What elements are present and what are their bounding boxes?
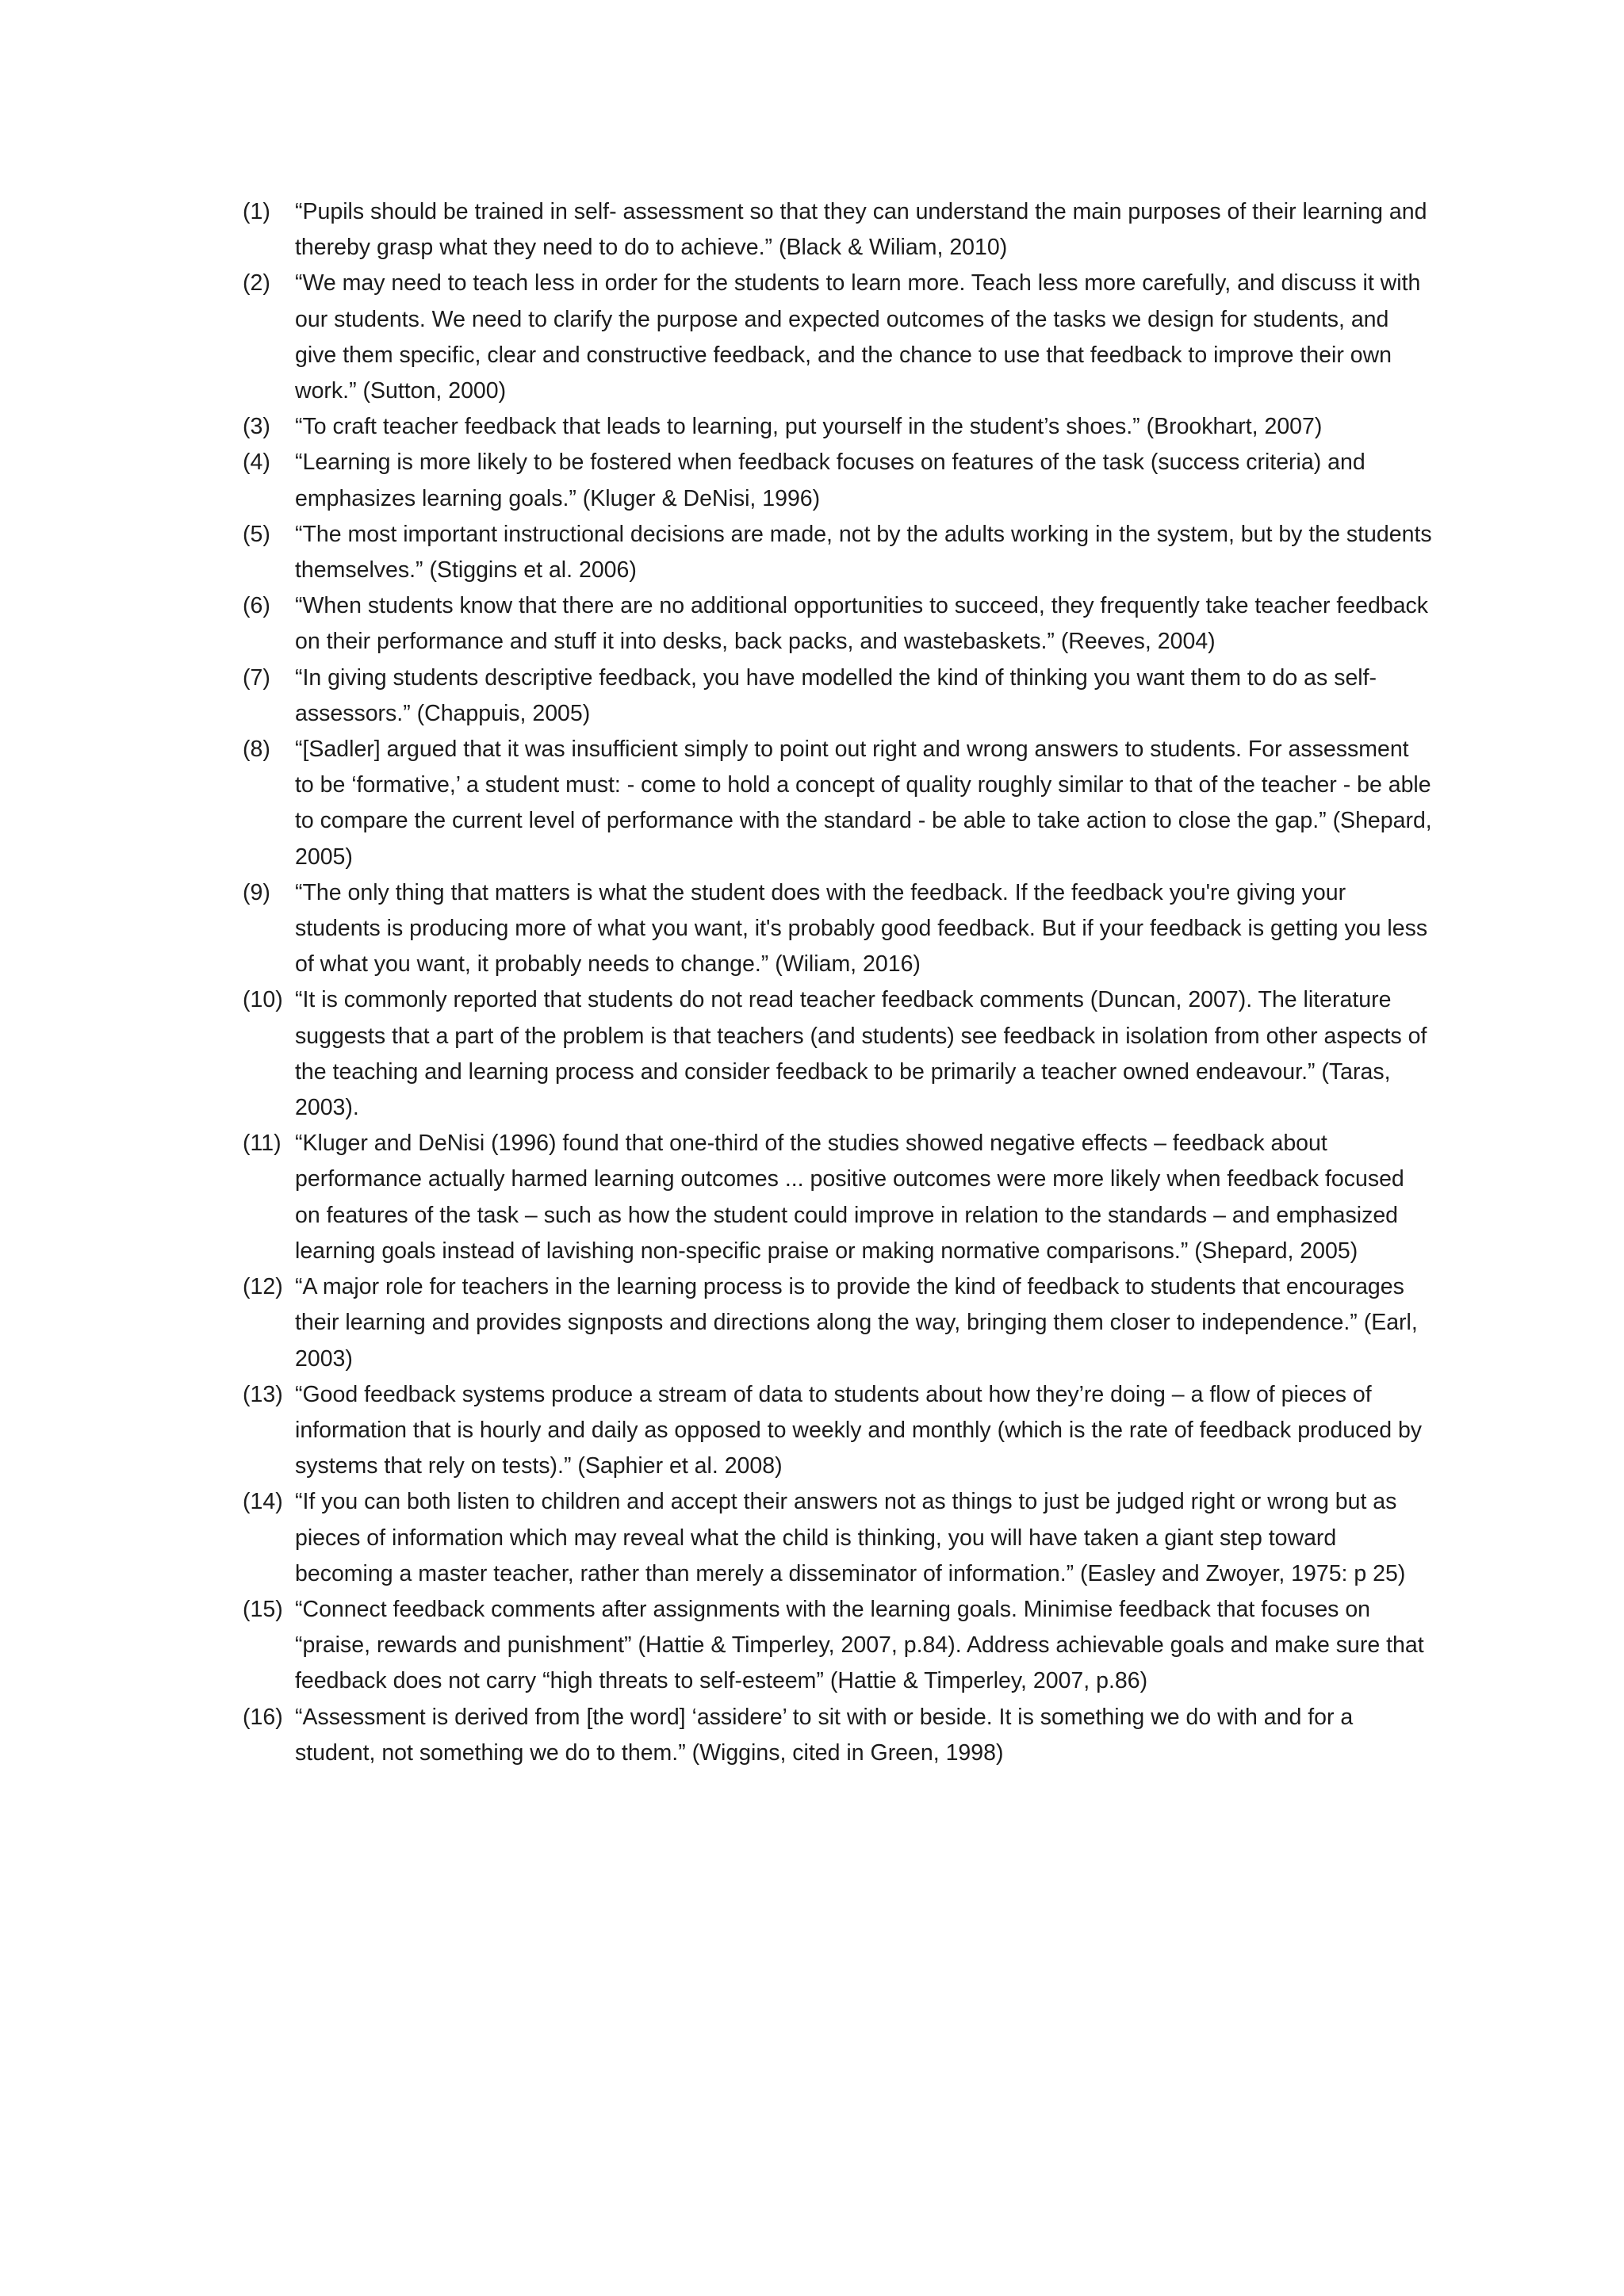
quote-text: “The only thing that matters is what the student does with the feedback. If the feedback you're giving your students is producing more of what you want, it's probably good feedback. But if your feedback is getting you less of what you want, it probably needs to change.” (Wiliam, 2016) [295, 879, 1428, 978]
quote-number: (2) [243, 270, 270, 297]
quote-text: “The most important instructional decisions are made, not by the adults working in the system, but by the students themselves.” (Stiggins et al. 2006) [295, 521, 1432, 584]
quote-number: (10) [243, 987, 283, 1013]
quote-number: (14) [243, 1489, 283, 1515]
quote-text: “Pupils should be trained in self- assessment so that they can understand the main purposes of their learning and thereby grasp what they need to do to achieve.” (Black & Wiliam, 2010) [295, 199, 1427, 261]
quote-item-2 [243, 266, 1432, 409]
quote-text: “Good feedback systems produce a stream of data to students about how they’re doing – a flow of pieces of information that is hourly and daily as opposed to weekly and monthly (which is the rate of feedback produced by systems that rely on tests).” (Saphier et al. 2008) [295, 1381, 1423, 1479]
quote-text: “[Sadler] argued that it was insufficient simply to point out right and wrong answers to students. For assessment to be ‘formative,’ a student must: - come to hold a concept of quality roughly similar to that of the teacher - be able to compare the current level of performance with the standard - be able to take action to close the gap.” (Shepard, 2005) [295, 737, 1432, 870]
quote-item-9 [243, 875, 1432, 983]
quote-number: (11) [243, 1131, 282, 1157]
quote-item-4 [243, 445, 1432, 516]
quote-item-3 [243, 409, 1432, 445]
quote-item-7 [243, 660, 1432, 732]
quote-number: (8) [243, 737, 270, 763]
quote-number: (13) [243, 1381, 283, 1407]
quote-number: (3) [243, 414, 270, 440]
quote-item-10 [243, 982, 1432, 1126]
quote-item-6 [243, 588, 1432, 660]
quote-number: (4) [243, 450, 270, 476]
quote-text: “Kluger and DeNisi (1996) found that one-third of the studies showed negative effects – feedback about performance actually harmed learning outcomes ... positive outcomes were more likely when feedback focused on features of the task – such as how the student could improve in relation to the standards – and emphasized learning goals instead of lavishing non-specific praise or making normative comparisons.” (Shepard, 2005) [295, 1131, 1404, 1264]
quote-number: (9) [243, 879, 270, 905]
quote-text: “It is commonly reported that students do not read teacher feedback comments (Duncan, 2007). The literature suggests that a part of the problem is that teachers (and students) see feedback in isolation from other aspects of the teaching and learning process and consider feedback to be primarily a teacher owned endeavour.” (Taras, 2003). [295, 987, 1427, 1121]
quote-item-1 [243, 194, 1432, 266]
quote-number: (7) [243, 664, 270, 691]
quote-text: “Connect feedback comments after assignments with the learning goals. Minimise feedback that focuses on “praise, rewards and punishment” (Hattie & Timperley, 2007, p.84). Address achievable goals and make sure that feedback does not carry “high threats to self-esteem” (Hattie & Timperley, 2007, p.86) [295, 1596, 1424, 1694]
quote-item-5 [243, 517, 1432, 588]
quote-text: “To craft teacher feedback that leads to learning, put yourself in the student’s shoes.” (Brookhart, 2007) [295, 414, 1323, 440]
quote-number: (15) [243, 1596, 283, 1622]
quote-text: “In giving students descriptive feedback, you have modelled the kind of thinking you want them to do as self-assessors.” (Chappuis, 2005) [295, 664, 1377, 726]
quote-number: (6) [243, 593, 270, 619]
quote-number: (12) [243, 1274, 283, 1300]
quote-item-11 [243, 1126, 1432, 1269]
quote-text: “A major role for teachers in the learning process is to provide the kind of feedback to students that encourages their learning and provides signposts and directions along the way, bringing them closer to independence.” (Earl, 2003) [295, 1274, 1418, 1372]
quote-item-14 [243, 1484, 1432, 1592]
quote-text: “Learning is more likely to be fostered when feedback focuses on features of the task (success criteria) and emphasizes learning goals.” (Kluger & DeNisi, 1996) [295, 450, 1365, 511]
quote-text: “Assessment is derived from [the word] ‘assidere’ to sit with or beside. It is something we do with and for a student, not something we do to them.” (Wiggins, cited in Green, 1998) [295, 1704, 1354, 1766]
quote-item-16 [243, 1700, 1432, 1771]
quote-item-13 [243, 1377, 1432, 1485]
quote-item-8 [243, 732, 1432, 875]
quote-number: (16) [243, 1704, 283, 1730]
quote-item-15 [243, 1592, 1432, 1700]
quote-list [243, 194, 1432, 1771]
quote-item-12 [243, 1269, 1432, 1377]
quote-number: (5) [243, 521, 270, 547]
quote-text: “When students know that there are no additional opportunities to succeed, they frequently take teacher feedback on their performance and stuff it into desks, back packs, and wastebaskets.” (Reeves, 2004) [295, 593, 1429, 655]
quote-number: (1) [243, 199, 270, 224]
quote-text: “We may need to teach less in order for the students to learn more. Teach less more carefully, and discuss it with our students. We need to clarify the purpose and expected outcomes of the tasks we design for students, and give them specific, clear and constructive feedback, and the chance to use that feedback to improve their own work.” (Sutton, 2000) [295, 270, 1421, 404]
quote-text: “If you can both listen to children and accept their answers not as things to just be judged right or wrong but as pieces of information which may reveal what the child is thinking, you will have taken a giant step toward becoming a master teacher, rather than merely a disseminator of information.” (Easley and Zwoyer, 1975: p 25) [295, 1489, 1406, 1586]
